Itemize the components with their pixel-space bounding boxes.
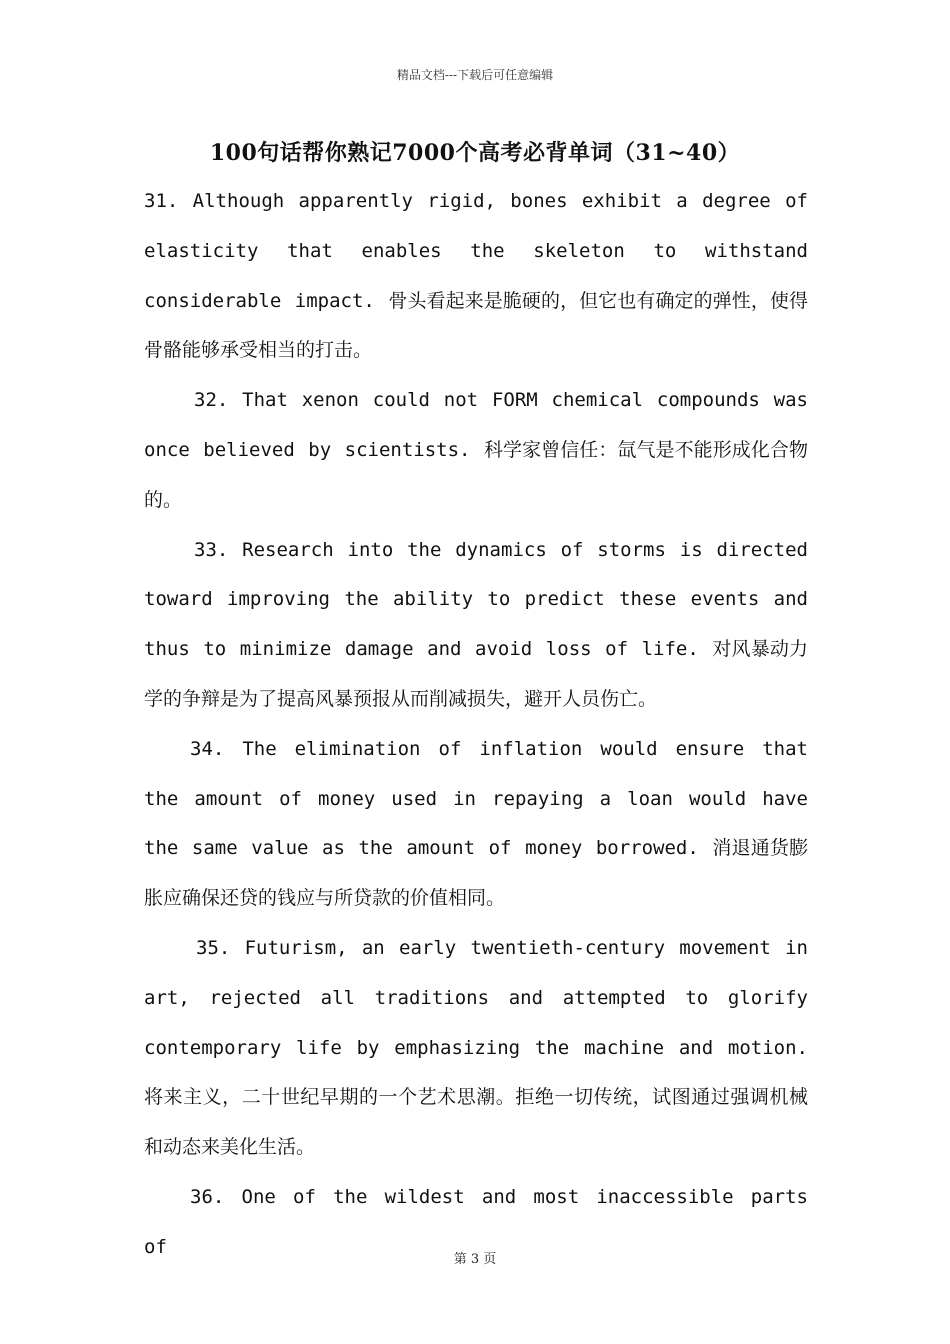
sentence-31: 31. Although apparently rigid, bones exhibit a degree of elasticity that enables the skeleton to withstand considerable impact. 骨头看起来是脆硬的，但它也有确定的弹性，使得骨骼能够承受相当的打击。 (144, 190, 808, 362)
page-header: 精品文档---下载后可任意编辑 (396, 68, 554, 82)
sentence-34: 34. The elimination of inflation would ensure that the amount of money used in repaying a loan would have the same value as the amount of money borrowed. 消退通货膨胀应确保还贷的钱应与所贷款的价值相同。 (144, 737, 808, 910)
document-body (144, 177, 808, 1273)
document-title: 100句话帮你熟记7000个高考必背单词（31~40） (209, 140, 741, 166)
sentence-36: 36. One of the wildest and most inaccessible parts of (144, 1185, 808, 1258)
sentence-35: 35. Futurism, an early twentieth-century movement in art, rejected all traditions and attempted to glorify contemporary life by emphasizing the machine and motion. 将来主义，二十世纪早期的一个艺术思潮。拒绝一切传统，试图通过强调机械和动态来美化生活。 (144, 936, 808, 1159)
page-number: 第 3 页 (453, 1252, 497, 1267)
sentence-32: 32. That xenon could not FORM chemical compounds was once believed by scientists. 科学家曾信任：氙气是不能形成化合物的。 (144, 389, 808, 511)
sentence-33: 33. Research into the dynamics of storms is directed toward improving the ability to predict these events and thus to minimize damage and avoid loss of life. 对风暴动力学的争辩是为了提高风暴预报从而削减损失，避开人员伤亡。 (144, 538, 808, 710)
